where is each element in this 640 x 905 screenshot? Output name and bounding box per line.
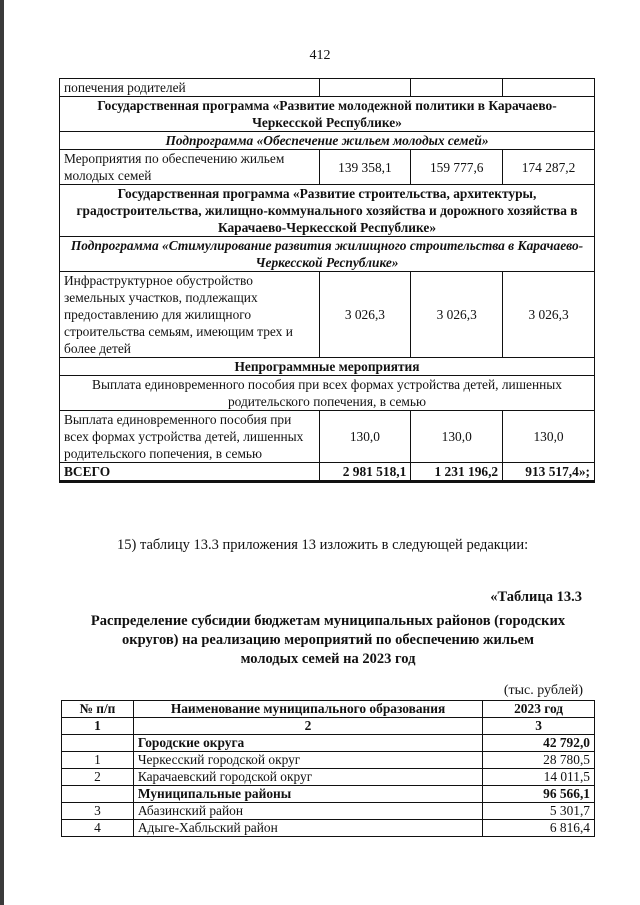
- total-value: 1 231 196,2: [411, 463, 503, 482]
- total-label: ВСЕГО: [60, 463, 320, 482]
- table-row: [62, 803, 595, 820]
- municipality-name: Карачаевский городской округ: [133, 769, 482, 786]
- row-label: Мероприятия по обеспечению жильем молодых семей: [60, 150, 320, 185]
- amendment-paragraph: 15) таблицу 13.3 приложения 13 изложить в следующей редакции:: [117, 537, 529, 553]
- total-value: 2 981 518,1: [319, 463, 411, 482]
- subprogram-heading: Подпрограмма «Обеспечение жильем молодых семей»: [60, 132, 595, 150]
- municipality-name: Абазинский район: [133, 803, 482, 820]
- table-row: [60, 79, 595, 97]
- title-line: округов) на реализацию мероприятий по обеспечению жильем: [122, 632, 534, 648]
- value-cell: 3 026,3: [503, 272, 595, 358]
- column-number: 2: [133, 718, 482, 735]
- column-number-row: [62, 718, 595, 735]
- subprogram-heading: Подпрограмма «Стимулирование развития жилищного строительства в Карачаево-Черкесской Республике»: [60, 237, 595, 272]
- column-header: 2023 год: [483, 701, 595, 718]
- table-row: [62, 752, 595, 769]
- subsidy-value: 42 792,0: [483, 735, 595, 752]
- value-cell: 130,0: [319, 411, 411, 463]
- table-row: [60, 272, 595, 358]
- table-row: [62, 820, 595, 837]
- units-label: (тыс. рублей): [503, 683, 583, 698]
- municipality-name: Муниципальные районы: [133, 786, 482, 803]
- nonprogram-description: Выплата единовременного пособия при всех формах устройства детей, лишенных родительского попечения, в семью: [60, 376, 595, 411]
- value-cell: 3 026,3: [319, 272, 411, 358]
- row-label: Выплата единовременного пособия при всех формах устройства детей, лишенных родительского попечения, в семью: [60, 411, 320, 463]
- title-line: Распределение субсидии бюджетам муниципальных районов (городских: [90, 613, 566, 629]
- column-number: 1: [62, 718, 134, 735]
- subsidy-value: 14 011,5: [483, 769, 595, 786]
- municipality-name: Городские округа: [133, 735, 482, 752]
- column-header: Наименование муниципального образования: [133, 701, 482, 718]
- row-number: 4: [62, 820, 134, 837]
- municipality-name: Черкесский городской округ: [133, 752, 482, 769]
- expenditure-table: [59, 78, 595, 483]
- total-row: [60, 463, 595, 482]
- table-row: [62, 769, 595, 786]
- row-number: 1: [62, 752, 134, 769]
- value-cell: 174 287,2: [503, 150, 595, 185]
- municipality-name: Адыге-Хабльский район: [133, 820, 482, 837]
- total-value: 913 517,4»;: [503, 463, 595, 482]
- table-label: «Таблица 13.3: [490, 589, 582, 605]
- continued-text: попечения родителей: [60, 79, 320, 97]
- nonprogram-heading: Непрограммные мероприятия: [60, 358, 595, 376]
- page-number: 412: [309, 48, 331, 63]
- subsidy-table: [61, 700, 595, 837]
- table-row: [60, 358, 595, 376]
- table-row: [62, 786, 595, 803]
- value-cell: 139 358,1: [319, 150, 411, 185]
- table-row: [62, 735, 595, 752]
- value-cell: 130,0: [411, 411, 503, 463]
- row-number: [62, 735, 134, 752]
- subsidy-value: 5 301,7: [483, 803, 595, 820]
- table-row: [60, 185, 595, 237]
- table-row: [60, 237, 595, 272]
- row-number: 3: [62, 803, 134, 820]
- table-row: [60, 150, 595, 185]
- header-row: [62, 701, 595, 718]
- subsidy-value: 6 816,4: [483, 820, 595, 837]
- table-row: [60, 411, 595, 463]
- table-row: [60, 132, 595, 150]
- subsidy-value: 28 780,5: [483, 752, 595, 769]
- column-header: № п/п: [62, 701, 134, 718]
- value-cell: 159 777,6: [411, 150, 503, 185]
- table-title: [60, 612, 596, 669]
- row-number: 2: [62, 769, 134, 786]
- scan-edge: [0, 0, 4, 905]
- value-cell: 130,0: [503, 411, 595, 463]
- column-number: 3: [483, 718, 595, 735]
- table-row: [60, 376, 595, 411]
- title-line: молодых семей на 2023 год: [240, 651, 416, 667]
- row-number: [62, 786, 134, 803]
- value-cell: 3 026,3: [411, 272, 503, 358]
- subsidy-value: 96 566,1: [483, 786, 595, 803]
- program-heading: Государственная программа «Развитие строительства, архитектуры, градостроительства, жилищно-коммунального хозяйства и дорожного хозяйства в Карачаево-Черкесской Республике»: [60, 185, 595, 237]
- row-label: Инфраструктурное обустройство земельных участков, подлежащих предоставлению для жилищного строительства семьям, имеющим трех и более детей: [60, 272, 320, 358]
- program-heading: Государственная программа «Развитие молодежной политики в Карачаево-Черкесской Республике»: [60, 97, 595, 132]
- table-row: [60, 97, 595, 132]
